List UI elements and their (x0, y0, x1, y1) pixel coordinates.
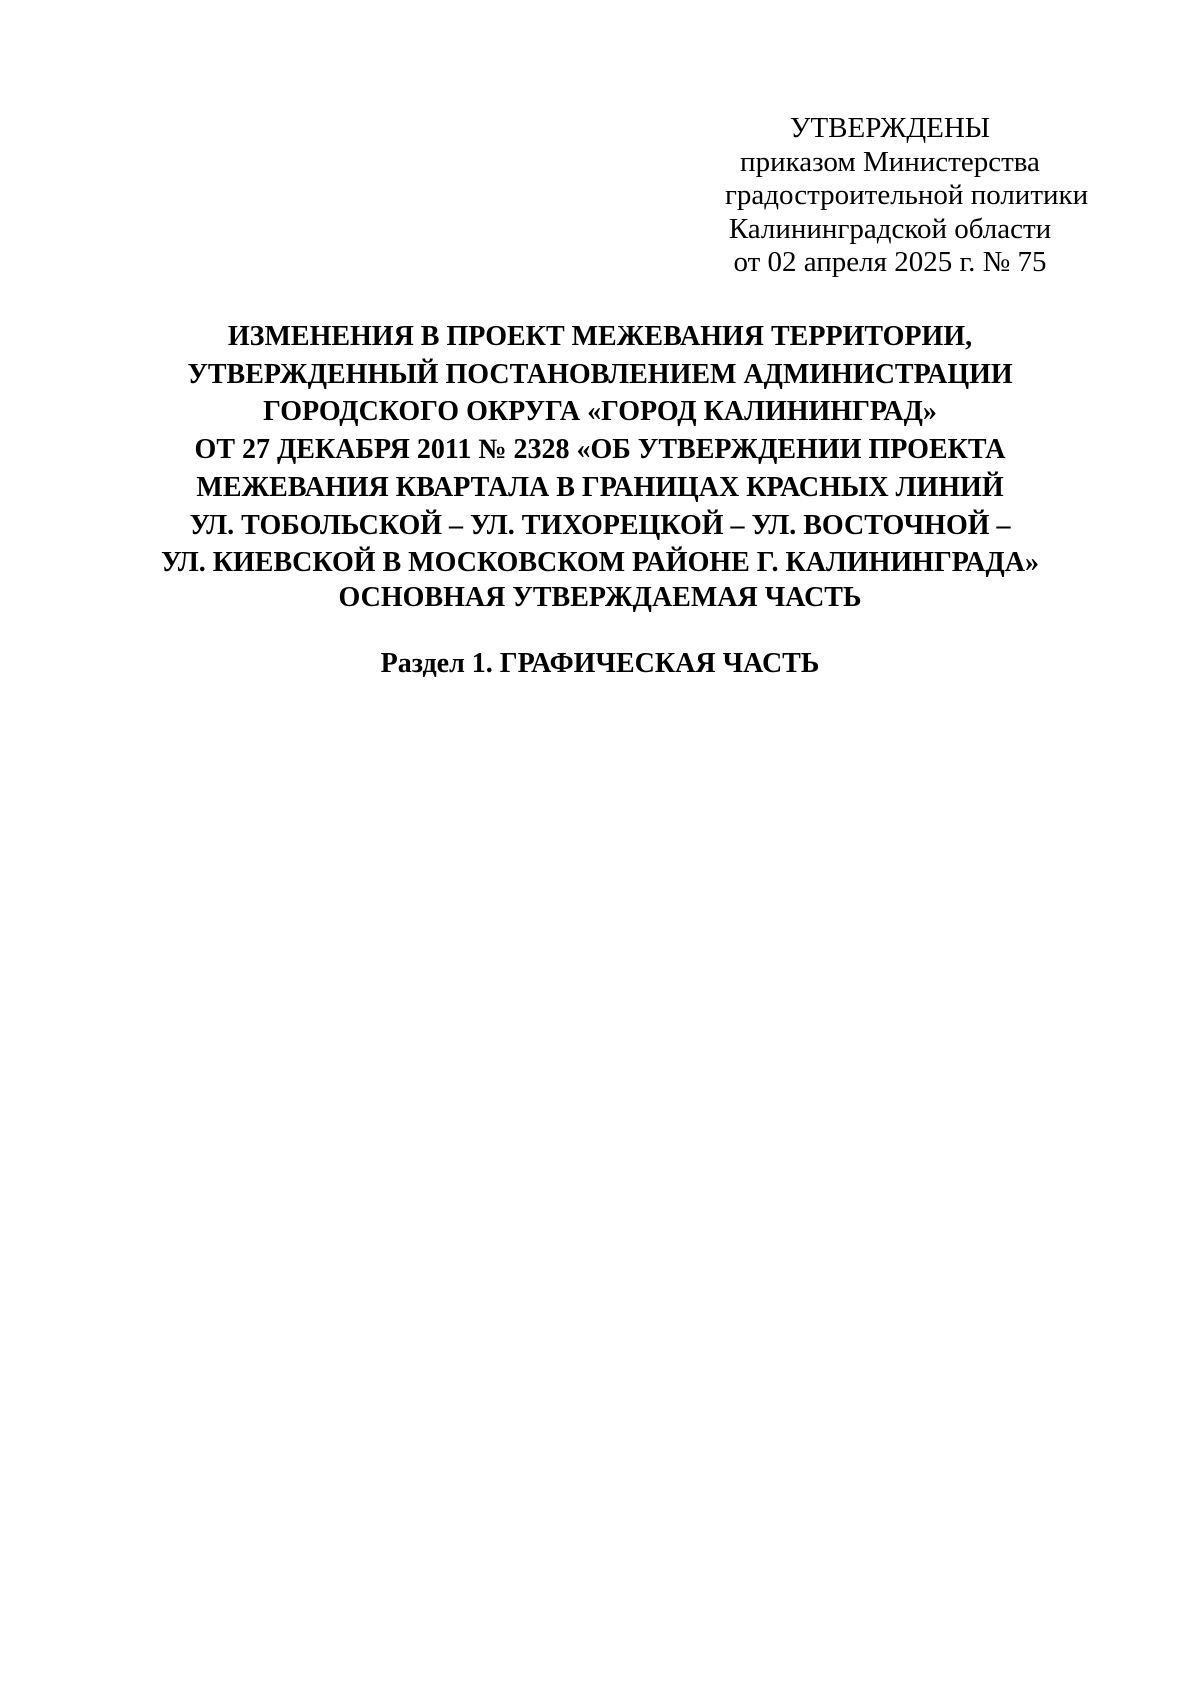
approval-line-date-number: от 02 апреля 2025 г. № 75 (733, 246, 1047, 278)
title-line: ИЗМЕНЕНИЯ В ПРОЕКТ МЕЖЕВАНИЯ ТЕРРИТОРИИ, (227, 321, 973, 352)
title-line: МЕЖЕВАНИЯ КВАРТАЛА В ГРАНИЦАХ КРАСНЫХ ЛИНИЙ (196, 471, 1004, 503)
title-line: УЛ. КИЕВСКОЙ В МОСКОВСКОМ РАЙОНЕ Г. КАЛИНИНГРАДА» (160, 547, 1040, 579)
title-line: УЛ. ТОБОЛЬСКОЙ – УЛ. ТИХОРЕЦКОЙ – УЛ. ВОСТОЧНОЙ – (189, 509, 1011, 541)
title-line: ГОРОДСКОГО ОКРУГА «ГОРОД КАЛИНИНГРАД» (263, 396, 937, 428)
title-line: ОТ 27 ДЕКАБРЯ 2011 № 2328 «ОБ УТВЕРЖДЕНИИ ПРОЕКТА (194, 434, 1006, 466)
approval-stamp-block (725, 112, 1089, 280)
approval-line-approved: УТВЕРЖДЕНЫ (789, 112, 991, 144)
part-heading: ОСНОВНАЯ УТВЕРЖДАЕМАЯ ЧАСТЬ (338, 582, 862, 613)
title-line: УТВЕРЖДЕННЫЙ ПОСТАНОВЛЕНИЕМ АДМИНИСТРАЦИИ (187, 358, 1013, 390)
section-heading: Раздел 1. ГРАФИЧЕСКАЯ ЧАСТЬ (380, 648, 820, 679)
approval-line-order: приказом Министерства (740, 145, 1040, 178)
approval-line-region: Калининградской области (728, 212, 1052, 245)
approval-line-ministry: градостроительной политики (725, 179, 1089, 211)
document-title (150, 318, 1050, 582)
